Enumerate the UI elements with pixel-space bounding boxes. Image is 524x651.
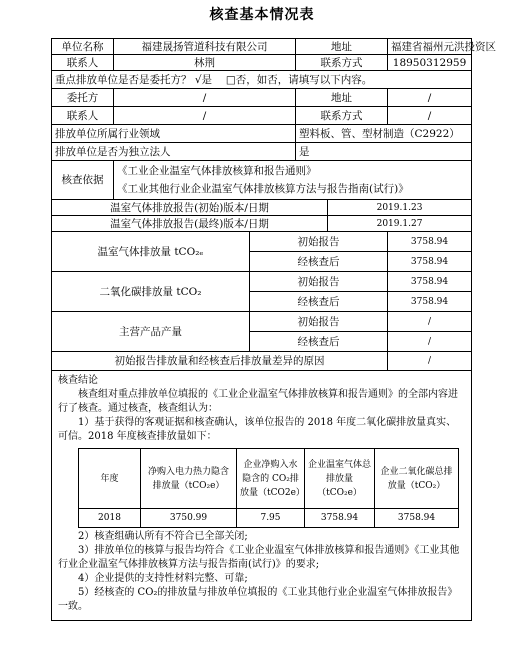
unit-name-label: 单位名称: [52, 39, 114, 55]
basis-item-2: 《工业其他行业企业温室气体排放核算方法与报告指南(试行)》: [117, 183, 409, 195]
contact-value: 林荆: [114, 55, 296, 71]
summary-header-total-ghg: 企业温室气体总排放量（tCO₂e）: [305, 449, 375, 509]
contact-method-label: 联系方式: [296, 55, 388, 71]
report-initial-label: 温室气体排放报告(初始)版本/日期: [52, 200, 328, 216]
client-contact-value: /: [114, 107, 296, 125]
conclusion-paragraph-2: 1）基于获得的客观证据和核查确认，该单位报告的 2018 年度二氧化碳排放量真实、可信。2018 年度核查排放量如下：: [58, 417, 457, 442]
co2-initial-value: 3758.94: [388, 272, 472, 292]
independent-label: 排放单位是否为独立法人: [52, 143, 296, 161]
basis-item-1: 《工业企业温室气体排放核算和报告通则》: [117, 165, 317, 177]
contact-method-value: 18950312959: [388, 55, 472, 71]
emission-summary-table: [78, 448, 459, 528]
summary-header-water: 企业净购入水隐含的 CO₂排放量（tCO2e）: [237, 449, 305, 509]
summary-header-year: 年度: [79, 449, 141, 509]
co2-initial-label: 初始报告: [250, 272, 388, 292]
co2-after-value: 3758.94: [388, 292, 472, 312]
report-final-date: 2019.1.27: [328, 216, 472, 232]
address-value: 福建省福州元洪投资区: [388, 39, 472, 55]
conclusion-paragraph-5: 4）企业提供的支持性材料完整、可靠;: [78, 573, 248, 584]
basis-list: [114, 161, 472, 200]
page-title: 核查基本情况表: [209, 7, 315, 23]
verification-table: [51, 38, 497, 621]
client-address-label: 地址: [296, 89, 388, 107]
conclusion-label: 核查结论: [58, 375, 98, 386]
report-initial-date: 2019.1.23: [328, 200, 472, 216]
basis-label: 核查依据: [52, 161, 114, 200]
client-address-value: /: [388, 89, 472, 107]
ghg-after-label: 经核查后: [250, 252, 388, 272]
client-contact-method-value: /: [388, 107, 472, 125]
summary-cell-year: 2018: [79, 509, 141, 528]
client-label: 委托方: [52, 89, 114, 107]
product-initial-value: /: [388, 312, 472, 332]
client-contact-method-label: 联系方式: [296, 107, 388, 125]
summary-cell-total-ghg: 3758.94: [305, 509, 375, 528]
report-final-label: 温室气体排放报告(最终)版本/日期: [52, 216, 328, 232]
difference-reason-label: 初始报告排放量和经核查后排放量差异的原因: [52, 352, 388, 371]
ghg-initial-value: 3758.94: [388, 232, 472, 252]
contact-label: 联系人: [52, 55, 114, 71]
difference-reason-value: /: [388, 352, 472, 371]
co2-after-label: 经核查后: [250, 292, 388, 312]
ghg-initial-label: 初始报告: [250, 232, 388, 252]
product-after-value: /: [388, 332, 472, 352]
summary-cell-total-co2: 3758.94: [375, 509, 459, 528]
summary-header-total-co2: 企业二氧化碳总排放量（tCO₂）: [375, 449, 459, 509]
industry-value: 塑料板、管、型材制造（C2922）: [296, 125, 472, 143]
client-contact-label: 联系人: [52, 107, 114, 125]
summary-header-power-heat: 净购入电力热力隐含排放量（tCO₂e）: [141, 449, 237, 509]
conclusion-paragraph-3: 2）核查组确认所有不符合已全部关闭;: [78, 531, 248, 542]
ghg-emission-label: 温室气体排放量 tCO₂ₑ: [52, 232, 250, 272]
conclusion-section: [52, 371, 472, 621]
product-initial-label: 初始报告: [250, 312, 388, 332]
ghg-after-value: 3758.94: [388, 252, 472, 272]
unit-name-value: 福建晟扬管道科技有限公司: [114, 39, 296, 55]
address-label: 地址: [296, 39, 388, 55]
client-value: /: [114, 89, 296, 107]
industry-label: 排放单位所属行业领域: [52, 125, 296, 143]
conclusion-paragraph-4: 3）排放单位的核算与报告均符合《工业企业温室气体排放核算和报告通则》《工业其他行业企业温室气体排放核算方法与报告指南(试行)》的要求;: [58, 545, 460, 570]
conclusion-paragraph-1: 核查组对重点排放单位填报的《工业企业温室气体排放核算和报告通则》的全部内容进行了核查。通过核查，核查组认为：: [58, 389, 458, 414]
summary-cell-water: 7.95: [237, 509, 305, 528]
co2-emission-label: 二氧化碳排放量 tCO₂: [52, 272, 250, 312]
independent-value: 是: [296, 143, 472, 161]
conclusion-paragraph-6: 5）经核查的 CO₂的排放量与排放单位填报的《工业其他行业企业温室气体排放报告》一致。: [58, 587, 458, 612]
product-output-label: 主营产品产量: [52, 312, 250, 352]
product-after-label: 经核查后: [250, 332, 388, 352]
summary-cell-power-heat: 3750.99: [141, 509, 237, 528]
entrust-question: 重点排放单位是否是委托方？ √是 □否，如否，请填写以下内容。: [52, 71, 472, 89]
